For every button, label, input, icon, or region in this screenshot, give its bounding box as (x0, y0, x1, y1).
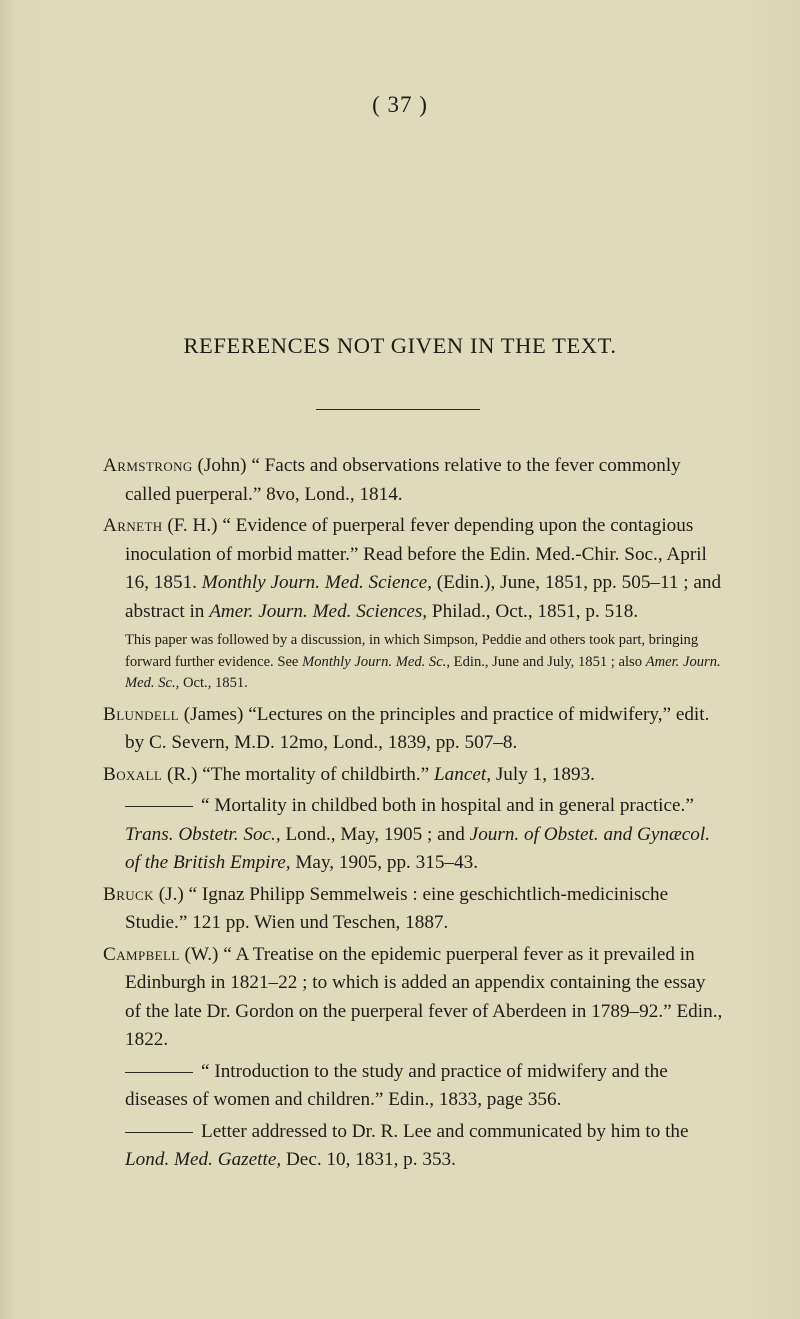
reference-text: Philad., Oct., 1851, p. 518. (431, 600, 639, 622)
author-name: Arneth (103, 515, 163, 536)
reference-text: (John) “ Facts and observations relative to the fever commonly called puerperal.” 8vo, Lond., 1814. (125, 455, 681, 505)
reference-entry-boxall-continued (103, 792, 723, 878)
author-name: Armstrong (103, 455, 193, 476)
note-text: Oct., 1851. (182, 675, 248, 691)
ditto-dash (125, 1072, 193, 1073)
reference-entry-campbell-letter (103, 1118, 723, 1175)
journal-title: Lond. Med. Gazette, (125, 1149, 282, 1170)
journal-title: Journ. of Obstet. and Gynæcol. of the British Empire, (125, 823, 711, 873)
journal-title: Lancet, (434, 763, 492, 785)
reference-text: “ Mortality in childbed both in hospital and in general practice.” (201, 795, 694, 816)
reference-entry-campbell (103, 941, 723, 1055)
author-name: Boxall (103, 763, 163, 785)
reference-text: “ Introduction to the study and practice of midwifery and the diseases of women and children.” Edin., 1833, page 356. (125, 1060, 668, 1110)
reference-entry-boxall (103, 761, 723, 790)
reference-entry-armstrong (103, 452, 723, 509)
reference-text: (James) “Lectures on the principles and practice of midwifery,” edit. by C. Severn, M.D. 12mo, Lond., 1839, pp. 507–8. (125, 703, 710, 753)
heading-rule (316, 409, 480, 410)
author-name: Blundell (103, 703, 179, 725)
journal-title: Trans. Obstetr. Soc., (125, 823, 281, 845)
reference-text: (J.) “ Ignaz Philipp Semmelweis : eine geschichtlich-medicinische Studie.” 121 pp. Wien und Teschen, 1887. (125, 883, 669, 933)
reference-list (103, 452, 723, 1178)
reference-text: (Edin.), June, 1851, pp. 505–11 ; and abstract in (125, 572, 722, 622)
reference-text: May, 1905, pp. 315–43. (295, 852, 479, 873)
reference-note-arneth (103, 630, 723, 695)
reference-text: (R.) “The mortality of childbirth.” (167, 763, 430, 785)
author-name: Campbell (103, 943, 180, 965)
reference-entry-blundell (103, 701, 723, 758)
reference-text: Dec. 10, 1831, p. 353. (285, 1149, 456, 1170)
journal-title: Amer. Journ. Med. Sciences, (209, 600, 428, 622)
journal-title: Monthly Journ. Med. Sc., (302, 653, 451, 670)
journal-title: Amer. Journ. Med. Sc., (125, 653, 721, 691)
note-text: This paper was followed by a discussion, in which Simpson, Peddie and others took part, bringing forward further evidence. See (125, 632, 699, 670)
reference-entry-arneth (103, 512, 723, 626)
section-heading: REFERENCES NOT GIVEN IN THE TEXT. (183, 333, 617, 358)
journal-title: Monthly Journ. Med. Science, (201, 572, 432, 593)
note-text: Edin., June and July, 1851 ; also (453, 653, 643, 670)
author-name: Bruck (103, 883, 154, 905)
ditto-dash (125, 806, 193, 807)
ditto-dash (125, 1132, 193, 1133)
reference-text: Letter addressed to Dr. R. Lee and communicated by him to the (201, 1120, 689, 1142)
reference-text: July 1, 1893. (495, 763, 595, 785)
reference-text: Lond., May, 1905 ; and (285, 823, 465, 845)
reference-entry-campbell-continued (103, 1058, 723, 1115)
page-number: ( 37 ) (372, 92, 428, 117)
reference-text: (W.) “ A Treatise on the epidemic puerperal fever as it prevailed in Edinburgh in 1821–22 ; to which is added an appendix containing the essay of the late Dr. Gordon on the puerperal fever of Aberdeen in 1789–92.” Edin., 1822. (125, 943, 723, 1050)
reference-text: (F. H.) “ Evidence of puerperal fever depending upon the contagious inoculation of morbid matter.” Read before the Edin. Med.-Chir. Soc., April 16, 1851. (125, 515, 707, 593)
reference-entry-bruck (103, 881, 723, 938)
